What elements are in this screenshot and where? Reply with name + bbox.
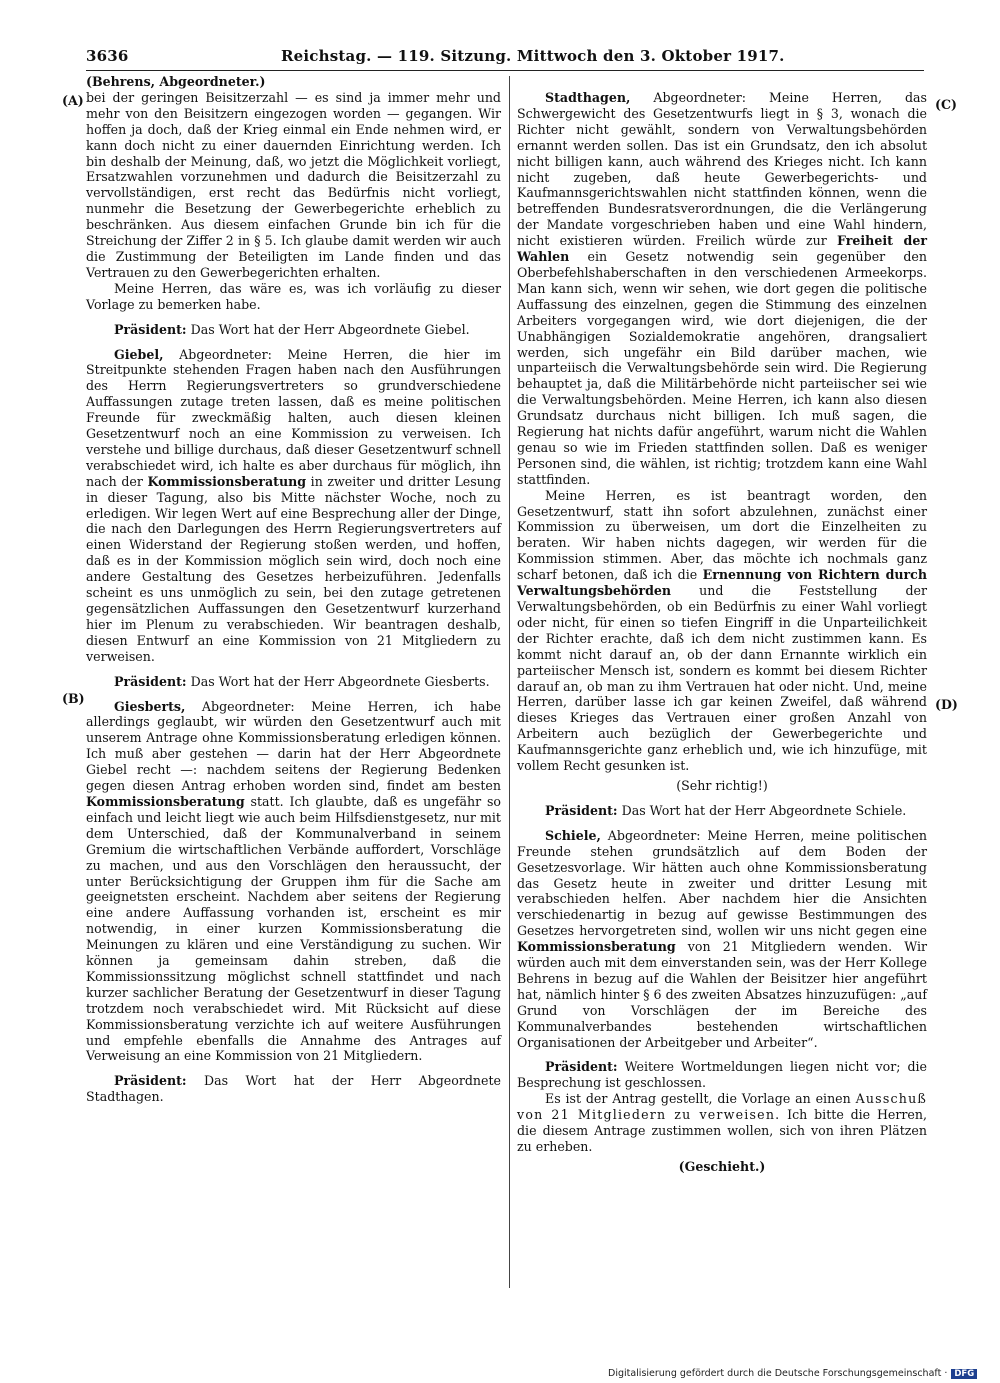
- margin-mark-b: (B): [62, 691, 85, 706]
- speaker-name: Stadthagen,: [545, 90, 631, 105]
- margin-mark-c: (C): [935, 97, 957, 112]
- speech-giesberts: Giesberts, Abgeordneter: Meine Herren, ich habe allerdings geglaubt, wir würden den Gesetzentwurf auch mit unserem Antrage ohne Kommissionsberatung erledigen können. Ich muß aber gestehen — darin hat der Herr Abgeordnete Giebel recht —: nachdem seitens der Regierung Bedenken gegen diesen Antrag erhoben worden sind, findet am besten Kommissionsberatung statt. Ich glaubte, daß es ungefähr so einfach und leicht liegt wie auch beim Hilfsdienstgesetz, nur mit dem Unterschied, daß der Kommunalverband in seinem Gremium die wirtschaftlichen Verbände auffordert, Vorschläge zu machen, und aus den Vorschlägen den heraussucht, der unter Berücksichtigung der Gruppen ihm für die Sache am geeignetsten erscheint. Nachdem aber seitens der Regierung eine andere Auffassung vorhanden ist, erscheint es mir notwendig, in einer kurzen Kommissionsberatung die Meinungen zu klären und eine Verständigung zu suchen. Wir können ja gemeinsam dahin streben, daß die Kommissionssitzung möglichst schnell stattfindet und nach kurzer sachlicher Beratung der Gesetzentwurf in dieser Tagung trotzdem noch verabschiedet wird. Mit Rücksicht auf diese Kommissionsberatung verzichte ich auf weitere Ausführungen und empfehle ebenfalls die Annahme des Antrages auf Verweisung an eine Kommission von 21 Mitgliedern.: [86, 698, 501, 1064]
- speaker-name: Giesberts,: [114, 698, 186, 714]
- president-remark: Präsident: Das Wort hat der Herr Abgeordnete Stadthagen.: [86, 1073, 501, 1105]
- president-remark: Präsident: Weitere Wortmeldungen liegen nicht vor; die Besprechung ist geschlossen.: [517, 1059, 927, 1091]
- margin-mark-a: (A): [62, 93, 84, 108]
- president-remark: Präsident: Das Wort hat der Herr Abgeordnete Giesberts.: [114, 673, 490, 689]
- paragraph: Es ist der Antrag gestellt, die Vorlage an einen Ausschuß von 21 Mitgliedern zu verweisen. Ich bitte die Herren, die diesem Antrage zustimmen wollen, sich von ihren Plätzen zu erheben.: [517, 1091, 927, 1154]
- margin-mark-d: (D): [935, 697, 958, 712]
- speech-giebel: Giebel, Abgeordneter: Meine Herren, die hier im Streitpunkte stehenden Fragen haben nach den Ausführungen des Herrn Regierungsvertreters so grundverschiedene Auffassungen zutage treten lassen, daß es meine politischen Freunde für zweckmäßig halten, auch diesen kleinen Gesetzentwurf noch an eine Kommission zu verweisen. Ich verstehe und billige durchaus, daß dieser Gesetzentwurf schnell verabschiedet wird, ich halte es aber durchaus für möglich, ihn nach der Kommissionsberatung in zweiter und dritter Lesung in dieser Tagung, also bis Mitte nächster Woche, noch zu erledigen. Wir legen Wert auf eine Besprechung aller der Dinge, die nach den Darlegungen des Herrn Regierungsvertreters auf einen Widerstand der Regierung stoßen werden, und hoffen, daß es in der Kommission möglich sein wird, doch noch eine andere Gestaltung des Gesetzes herbeizuführen. Jedenfalls scheint es uns unmöglich zu sein, bei den zutage getretenen gegensätzlichen Auffassungen den Gesetzentwurf kurzerhand hier im Plenum zu verabschieden. Wir beantragen deshalb, diesen Entwurf an eine Kommission von 21 Mitgliedern zu verweisen.: [86, 346, 502, 664]
- president-remark: Präsident: Das Wort hat der Herr Abgeordnete Schiele.: [545, 802, 907, 818]
- right-column: [517, 90, 927, 1179]
- header-rule: [86, 70, 924, 71]
- speaker-name: Präsident:: [114, 321, 187, 337]
- speaker-name: Präsident:: [545, 1059, 618, 1075]
- procedural-note: (Geschieht.): [678, 1158, 766, 1174]
- speaker-name: Präsident:: [545, 802, 618, 818]
- emphasis: Freiheit der Wahlen: [517, 233, 928, 265]
- paragraph: bei der geringen Beisitzerzahl — es sind ja immer mehr und mehr von den Beisitzern eingezogen worden — gegangen. Wir hoffen ja doch, daß der Krieg einmal ein Ende nehmen wird, er kann doch nicht zu einer dauernden Einrichtung werden. Ich bin deshalb der Meinung, daß, wo jetzt die Möglichkeit vorliegt, Ersatzwahlen vorzunehmen und dadurch die Beisitzerzahl zu vervollständigen, erst recht das Bedürfnis nicht vorliegt, nunmehr die Besetzung der Gewerbegerichte erheblich zu beschränken. Aus diesem einfachen Grunde bin ich für die Streichung der Ziffer 2 in § 5. Ich glaube damit werden wir auch die Zustimmung der Beteiligten im Lande finden und das Vertrauen zu den Gewerbegerichten erhalten.: [86, 89, 501, 280]
- emphasis: Kommissionsberatung: [147, 473, 307, 489]
- page-header: [86, 47, 920, 71]
- emphasis: Kommissionsberatung: [86, 793, 245, 809]
- emphasis: Ernennung von Richtern durch Verwaltungsbehörden: [517, 567, 927, 599]
- speaker-name: Schiele,: [545, 827, 601, 843]
- speaker-note: (Behrens, Abgeordneter.): [86, 74, 266, 89]
- speaker-name: Präsident:: [114, 673, 187, 689]
- spaced-emphasis: Ausschuß von 21 Mitgliedern zu verweisen.: [517, 1091, 927, 1123]
- speech-stadthagen: Stadthagen, Abgeordneter: Meine Herren, das Schwergewicht des Gesetzentwurfs liegt in § 3, wonach die Richter nicht gewählt, sondern von Verwaltungsbehörden ernannt werden sollen. Das ist ein Grundsatz, den ich absolut nicht billigen kann, auch während des Krieges nicht. Ich kann nicht zugeben, daß heute Gewerbegerichts- und Kaufmannsgerichtswahlen nicht stattfinden können, wenn die betreffenden Bundesratsverordnungen, die die Verlängerung der Mandate vorgeschrieben haben und eine Wahl hindern, nicht existieren würden. Freilich würde zur Freiheit der Wahlen ein Gesetz notwendig sein gegenüber den Oberbefehlshaberschaften in den verschiedenen Armeekorps. Man kann sich, wenn wir sehen, wie dort gegen die politische Auffassung des einzelnen, gegen die Stimmung des einzelnen Arbeiters vorgegangen wird, wie dort diejenigen, die der Unabhängigen Sozialdemokratie angehören, drangsaliert werden, sich ungefähr ein Bild darüber machen, wie unparteiisch die Verwaltungsbehörde sein wird. Die Regierung behauptet ja, daß die Militärbehörde nicht parteiischer sei wie die Verwaltungsbehörden. Meine Herren, ich kann also diesen Grundsatz durchaus nicht billigen. Ich muß sagen, die Regierung hat nichts dafür angeführt, warum nicht die Wahlen genau so wie im Frieden stattfinden sollen. Daß es weniger Personen sind, die wählen, ist richtig; trotzdem kann eine Wahl stattfinden.: [517, 90, 928, 487]
- speaker-name: Präsident:: [114, 1073, 187, 1089]
- page-number: 3636: [86, 47, 129, 65]
- paragraph: Meine Herren, das wäre es, was ich vorläufig zu dieser Vorlage zu bemerken habe.: [86, 280, 501, 312]
- speech-schiele: Schiele, Abgeordneter: Meine Herren, meine politischen Freunde stehen grundsätzlich auf dem Boden der Gesetzesvorlage. Wir hätten auch ohne Kommissionsberatung das Gesetz heute in zweiter und dritter Lesung mit verabschieden helfen. Aber nachdem hier die Ansichten verschiedenartig in bezug auf gewisse Bestimmungen des Gesetzes hervorgetreten sind, wollen wir uns nicht gegen eine Kommissionsberatung von 21 Mitgliedern wenden. Wir würden auch mit dem einverstanden sein, was der Herr Kollege Behrens in bezug auf die Wahlen der Beisitzer hier angeführt hat, nämlich hinter § 6 des zweiten Absatzes hinzuzufügen: „auf Grund von Vorschlägen der im Bereiche des Kommunalverbandes bestehenden wirtschaftlichen Organisationen der Arbeitgeber und Arbeiter“.: [517, 827, 928, 1050]
- digitization-credit: Digitalisierung gefördert durch die Deutsche Forschungsgemeinschaft · DFG: [608, 1368, 1000, 1379]
- emphasis: Kommissionsberatung: [517, 939, 676, 955]
- left-column: [86, 74, 501, 1105]
- dfg-logo: DFG: [951, 1369, 977, 1379]
- paragraph: Meine Herren, es ist beantragt worden, den Gesetzentwurf, statt ihn sofort abzulehnen, zunächst einer Kommission zu überweisen, um dort die Einzelheiten zu beraten. Wir haben nichts dagegen, wir werden für die Kommission stimmen. Aber, das möchte ich nochmals ganz scharf betonen, daß ich die Ernennung von Richtern durch Verwaltungsbehörden und die Feststellung der Verwaltungsbehörden, ob ein Bedürfnis zu einer Wahl vorliegt oder nicht, für einen so tiefen Eingriff in die Unparteilichkeit der Richter erachte, daß ich dem nicht zustimmen kann. Es kommt nicht darauf an, ob der dann Ernannte wirklich ein parteiischer Mensch ist, sondern es kommt bei diesem Richter darauf an, ob man zu ihm Vertrauen hat oder nicht. Und, meine Herren, darüber lasse ich gar keinen Zweifel, daß während dieses Krieges das Vertrauen einer großen Anzahl von Arbeitern auch bezüglich der Gewerbegerichte und Kaufmannsgerichte ganz erheblich und, wie ich hinzufüge, mit vollem Recht gesunken ist.: [517, 487, 927, 774]
- column-divider: [509, 76, 510, 1288]
- speaker-name: Giebel,: [114, 346, 164, 362]
- running-title: Reichstag. — 119. Sitzung. Mittwoch den 3. Oktober 1917.: [281, 47, 785, 65]
- interjection: (Sehr richtig!): [676, 777, 768, 793]
- president-remark: Präsident: Das Wort hat der Herr Abgeordnete Giebel.: [114, 321, 470, 337]
